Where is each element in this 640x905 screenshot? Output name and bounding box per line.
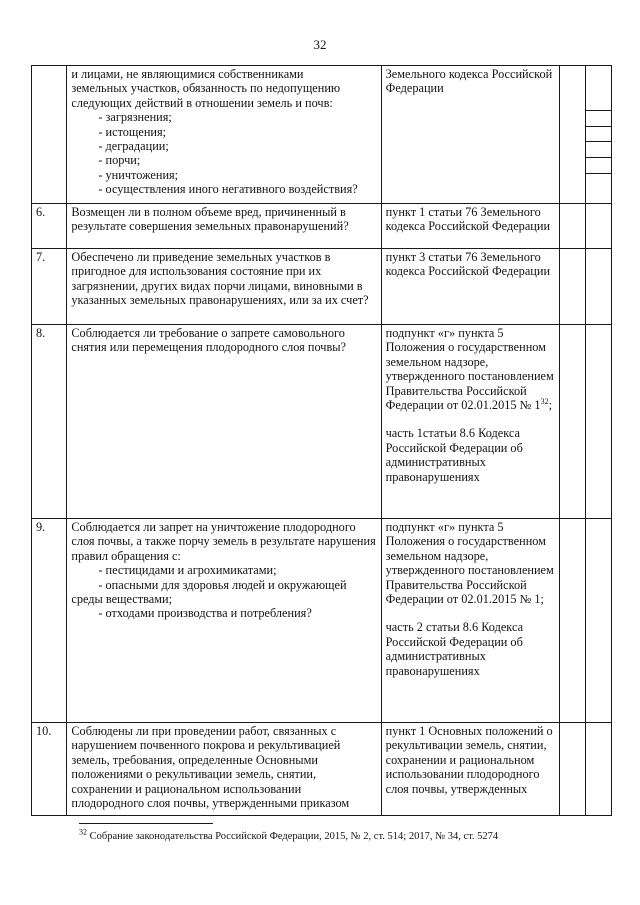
- question-cell: [67, 519, 381, 723]
- question-cell: [67, 66, 381, 204]
- comment-cell: [585, 204, 611, 249]
- comment-cell: [585, 66, 611, 204]
- row-number: 6.: [32, 204, 67, 249]
- reference-text: подпункт «г» пункта 5 Положения о государственном земельном надзоре, утвержденного постановлением Правительства Российской Федерации от 02.01.2015 № $1^{32}$;: [385, 326, 554, 413]
- comment-cell: [585, 325, 611, 519]
- reference-text: Земельного кодекса Российской Федерации: [385, 67, 553, 96]
- reference-cell: [381, 204, 560, 249]
- reference-text: часть 2 статьи 8.6 Кодекса Российской Федерации об административных правонарушениях: [385, 620, 524, 678]
- list-item: - порчи;: [98, 153, 141, 168]
- reference-cell: [381, 519, 560, 723]
- list-item: - отходами производства и потребления?: [98, 606, 312, 621]
- answer-cell: [560, 325, 585, 519]
- list-item: - уничтожения;: [98, 167, 179, 182]
- footnote-marker: 32: [540, 396, 549, 406]
- answer-cell: [560, 249, 585, 325]
- row-number: 8.: [32, 325, 67, 519]
- reference-text: пункт 1 статьи 76 Земельного кодекса Российской Федерации: [385, 205, 551, 234]
- row-number: 10.: [32, 723, 67, 816]
- footnote: [79, 827, 499, 842]
- reference-cell: [381, 723, 560, 816]
- table-row: [32, 204, 612, 249]
- footnote-text: Собрание законодательства Российской Федерации, 2015, № 2, ст. 514; 2017, № 34, ст. 5274: [89, 831, 499, 842]
- question-cell: [67, 204, 381, 249]
- question-text: Соблюдены ли при проведении работ, связанных с нарушением почвенного покрова и рекультивацией земель, требования, определенные Основными положениями о рекультивации земель, снятии, сохранении и рациональном использовании плодородного слоя почвы, утвержденными приказом: [71, 724, 350, 811]
- reference-cell: [381, 249, 560, 325]
- question-cell: [67, 325, 381, 519]
- answer-cell: [560, 204, 585, 249]
- footnote-number: 32: [79, 827, 87, 837]
- table-row: [32, 325, 612, 519]
- answer-cell: [560, 519, 585, 723]
- reference-text: пункт 3 статьи 76 Земельного кодекса Российской Федерации: [385, 250, 551, 279]
- list-item: - истощения;: [98, 124, 167, 139]
- answer-cell: [560, 723, 585, 816]
- list-item: - опасными для здоровья людей и окружающей среды веществами;: [71, 577, 347, 607]
- page-number: 32: [313, 37, 327, 52]
- reference-cell: [381, 66, 560, 204]
- question-line: земельных участков, обязанность по недопущению: [71, 81, 341, 96]
- question-text: Соблюдается ли требование о запрете самовольного снятия или перемещения плодородного слоя почвы?: [71, 326, 346, 355]
- question-text: Возмещен ли в полном объеме вред, причиненный в результате совершения земельных правонарушений?: [71, 205, 349, 234]
- row-number: 7.: [32, 249, 67, 325]
- question-line: и лицами, не являющимися собственниками: [71, 67, 304, 81]
- comment-cell: [585, 249, 611, 325]
- list-item: - деградации;: [98, 139, 169, 154]
- list-item: - осуществления иного негативного воздействия?: [98, 182, 358, 197]
- comment-cell: [585, 519, 611, 723]
- table-row: [32, 66, 612, 204]
- list-item: - пестицидами и агрохимикатами;: [98, 563, 277, 578]
- answer-cell: [560, 66, 585, 204]
- reference-cell: [381, 325, 560, 519]
- comment-cell: [585, 723, 611, 816]
- reference-main: подпункт «г» пункта 5 Положения о государственном земельном надзоре, утвержденного постановлением Правительства Российской Федерации от 02.01.2015 № 1: [385, 326, 554, 413]
- row-number: [32, 66, 67, 204]
- question-text: Обеспечено ли приведение земельных участков в пригодное для использования состояние при их загрязнении, других видах порчи лицами, виновными в указанных земельных правонарушениях, или за их счет?: [71, 250, 369, 308]
- table-row: [32, 723, 612, 816]
- table-row: [32, 249, 612, 325]
- question-line: следующих действий в отношении земель и почв:: [71, 95, 333, 110]
- reference-text: пункт 1 Основных положений о рекультивации земель, снятии, сохранении и рациональном использовании плодородного слоя почвы, утвержденных: [385, 724, 553, 796]
- table-row: [32, 519, 612, 723]
- reference-text: подпункт «г» пункта 5 Положения о государственном земельном надзоре, утвержденного постановлением Правительства Российской Федерации от 02.01.2015 № 1;: [385, 520, 554, 607]
- question-cell: [67, 723, 381, 816]
- question-text: Соблюдается ли запрет на уничтожение плодородного слоя почвы, а также порчу земель в результате нарушения правил обращения с:: [71, 520, 376, 563]
- footnote-separator: [79, 823, 213, 824]
- reference-text: часть 1статьи 8.6 Кодекса Российской Федерации об административных правонарушениях: [385, 426, 523, 484]
- row-number: 9.: [32, 519, 67, 723]
- list-item: - загрязнения;: [98, 110, 172, 125]
- checklist-table: [31, 65, 612, 816]
- question-cell: [67, 249, 381, 325]
